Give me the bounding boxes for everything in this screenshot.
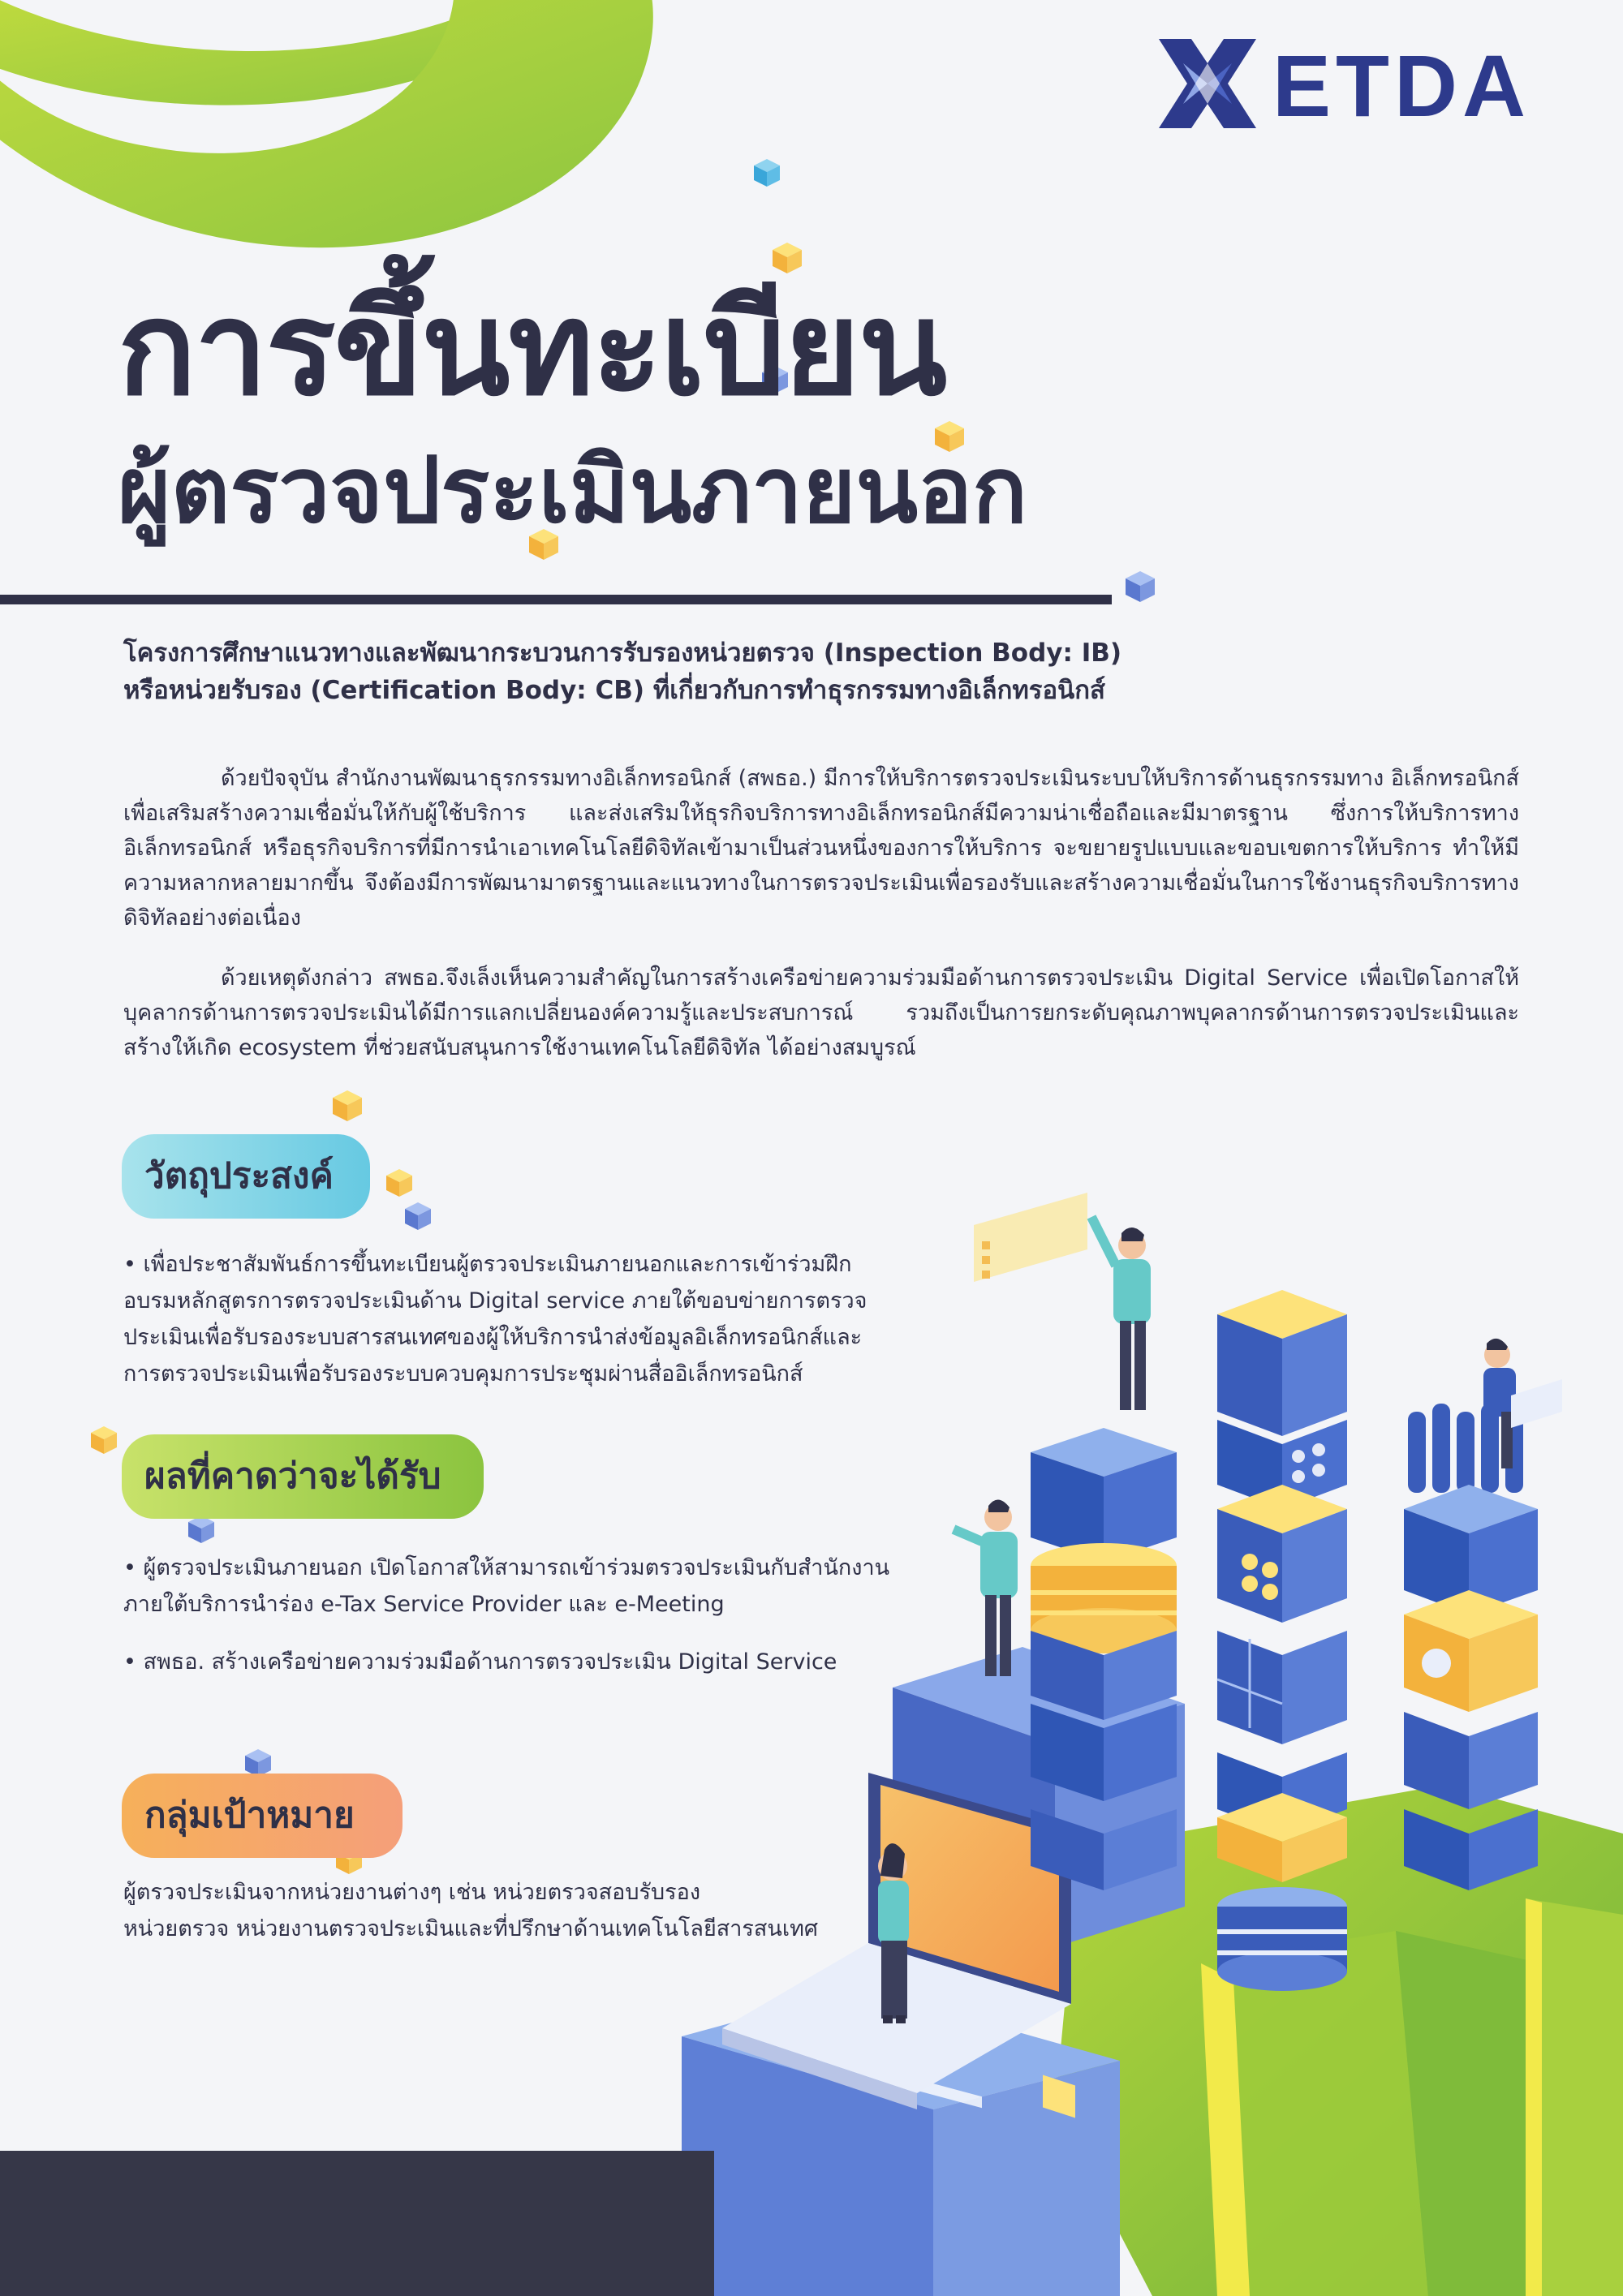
intro-paragraph-text: ด้วยเหตุดังกล่าว สพธอ.จึงเล็งเห็นความสำคัญในการสร้างเครือข่ายความร่วมมือด้านการตรวจประเมิน Digital Service เพื่อเปิดโอกาสให้บุคลากรด้านการตรวจประเมินได้มีการแลกเปลี่ยนองค์ความรู้และประสบการณ์ รวมถึงเป็นการยกระดับคุณภาพบุคลากรด้านการตรวจประเมินและสร้างให้เกิด ecosystem ที่ช่วยสนับสนุนการใช้งานเทคโนโลยีดิจิทัล ได้อย่างสมบูรณ์	[123, 965, 1519, 1060]
project-description	[123, 634, 1503, 709]
intro-paragraph	[123, 961, 1519, 1065]
project-description-line: โครงการศึกษาแนวทางและพัฒนากระบวนการรับรองหน่วยตรวจ (Inspection Body: IB)	[123, 638, 1122, 668]
list-item: • สพธอ. สร้างเครือข่ายความร่วมมือด้านการตรวจประเมิน Digital Service	[123, 1649, 837, 1675]
objective-text: • เพื่อประชาสัมพันธ์การขึ้นทะเบียนผู้ตรวจประเมินภายนอกและการเข้าร่วมฝึกอบรมหลักสูตรการตรวจประเมินด้าน Digital service ภายใต้ขอบข่ายการตรวจประเมินเพื่อรับรองระบบสารสนเทศของผู้ให้บริการนำส่งข้อมูลอิเล็กทรอนิกส์และการตรวจประเมินเพื่อรับรองระบบควบคุมการประชุมผ่านสื่ออิเล็กทรอนิกส์	[123, 1252, 867, 1387]
target-group-heading: กลุ่มเป้าหมาย	[122, 1774, 403, 1858]
expected-results-list	[123, 1550, 919, 1701]
project-description-line: หรือหน่วยรับรอง (Certification Body: CB) ที่เกี่ยวกับการทำธุรกรรมทางอิเล็กทรอนิกส์	[123, 676, 1105, 705]
page-title: การขึ้นทะเบียน	[118, 273, 946, 424]
intro-paragraph	[123, 761, 1519, 935]
intro-paragraph-text: ด้วยปัจจุบัน สำนักงานพัฒนาธุรกรรมทางอิเล็กทรอนิกส์ (สพธอ.) มีการให้บริการตรวจประเมินระบบให้บริการด้านธุรกรรมทาง อิเล็กทรอนิกส์ เพื่อเสริมสร้างความเชื่อมั่นให้กับผู้ใช้บริการ และส่งเสริมให้ธุรกิจบริการทางอิเล็กทรอนิกส์มีความน่าเชื่อถือและมีมาตรฐาน ซึ่งการให้บริการทางอิเล็กทรอนิกส์ หรือธุรกิจบริการที่มีการนำเอาเทคโนโลยีดิจิทัลเข้ามาเป็นส่วนหนึ่งของการให้บริการ จะขยายรูปแบบและขอบเขตการให้บริการ ทำให้มีความหลากหลายมากขึ้น จึงต้องมีการพัฒนามาตรฐานและแนวทางในการตรวจประเมินเพื่อรองรับและสร้างความเชื่อมั่นในการใช้งานธุรกิจบริการทางดิจิทัลอย่างต่อเนื่อง	[123, 766, 1519, 931]
logo-wordmark: ETDA	[1272, 37, 1530, 135]
target-group-line: หน่วยตรวจ หน่วยงานตรวจประเมินและที่ปรึกษาด้านเทคโนโลยีสารสนเทศ	[123, 1916, 819, 1941]
target-group-line: ผู้ตรวจประเมินจากหน่วยงานต่างๆ เช่น หน่วยตรวจสอบรับรอง	[123, 1880, 701, 1905]
footer-bar	[0, 2151, 714, 2296]
etda-logo-mark-icon	[1151, 31, 1264, 136]
etda-logo	[1151, 31, 1573, 136]
expected-results-heading: ผลที่คาดว่าจะได้รับ	[122, 1434, 484, 1519]
page-subtitle-title: ผู้ตรวจประเมินภายนอก	[118, 438, 1028, 544]
list-item: • ผู้ตรวจประเมินภายนอก เปิดโอกาสให้สามารถเข้าร่วมตรวจประเมินกับสำนักงาน ภายใต้บริการนำร่อง e-Tax Service Provider และ e-Meeting	[123, 1555, 890, 1617]
green-arc-decoration	[0, 0, 653, 247]
objective-heading: วัตถุประสงค์	[122, 1134, 370, 1219]
target-group-text	[123, 1874, 919, 1947]
title-divider	[0, 595, 1112, 604]
